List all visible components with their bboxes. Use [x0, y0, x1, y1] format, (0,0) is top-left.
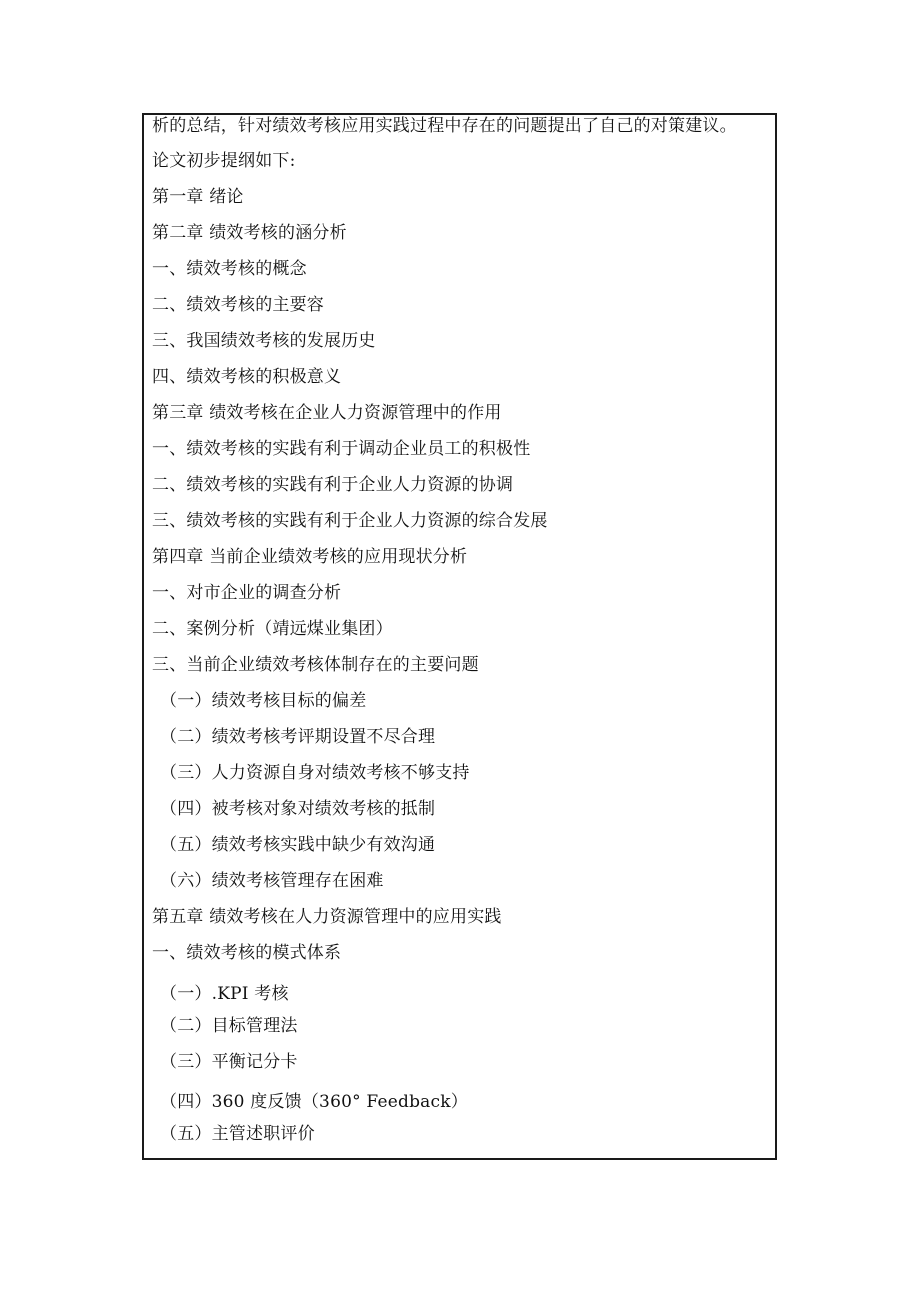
subsection-5-1-5: （五）主管述职评价: [160, 1124, 315, 1144]
subsection-5-1-2: （二）目标管理法: [160, 1016, 298, 1036]
subsection-4-3-4: （四）被考核对象对绩效考核的抵制: [160, 799, 436, 819]
section-2-4: 四、绩效考核的积极意义: [152, 367, 342, 387]
subsection-4-3-1: （一）绩效考核目标的偏差: [160, 691, 367, 711]
section-2-2: 二、绩效考核的主要容: [152, 295, 324, 315]
section-3-2: 二、绩效考核的实践有利于企业人力资源的协调: [152, 475, 514, 495]
chapter-4-title: 第四章 当前企业绩效考核的应用现状分析: [152, 547, 468, 567]
section-3-3: 三、绩效考核的实践有利于企业人力资源的综合发展: [152, 511, 548, 531]
section-5-1: 一、绩效考核的模式体系: [152, 943, 342, 963]
section-4-1: 一、对市企业的调查分析: [152, 583, 342, 603]
subsection-4-3-6: （六）绩效考核管理存在困难: [160, 871, 384, 891]
section-3-1: 一、绩效考核的实践有利于调动企业员工的积极性: [152, 439, 531, 459]
section-2-1: 一、绩效考核的概念: [152, 259, 307, 279]
chapter-1-title: 第一章 绪论: [152, 187, 244, 207]
subsection-5-1-4: （四）360 度反馈（360° Feedback）: [160, 1092, 468, 1112]
subsection-4-3-2: （二）绩效考核考评期设置不尽合理: [160, 727, 436, 747]
subsection-5-1-3: （三）平衡记分卡: [160, 1052, 298, 1072]
chapter-2-title: 第二章 绩效考核的涵分析: [152, 223, 347, 243]
chapter-5-title: 第五章 绩效考核在人力资源管理中的应用实践: [152, 907, 502, 927]
subsection-5-1-1: （一）.KPI 考核: [160, 984, 289, 1004]
section-4-2: 二、案例分析（靖远煤业集团）: [152, 619, 393, 639]
subsection-4-3-3: （三）人力资源自身对绩效考核不够支持: [160, 763, 470, 783]
section-4-3: 三、当前企业绩效考核体制存在的主要问题: [152, 655, 479, 675]
outline-heading: 论文初步提纲如下:: [152, 151, 296, 171]
chapter-3-title: 第三章 绩效考核在企业人力资源管理中的作用: [152, 403, 502, 423]
section-2-3: 三、我国绩效考核的发展历史: [152, 331, 376, 351]
text-line-intro: 析的总结，针对绩效考核应用实践过程中存在的问题提出了自己的对策建议。: [152, 116, 737, 136]
subsection-4-3-5: （五）绩效考核实践中缺少有效沟通: [160, 835, 436, 855]
